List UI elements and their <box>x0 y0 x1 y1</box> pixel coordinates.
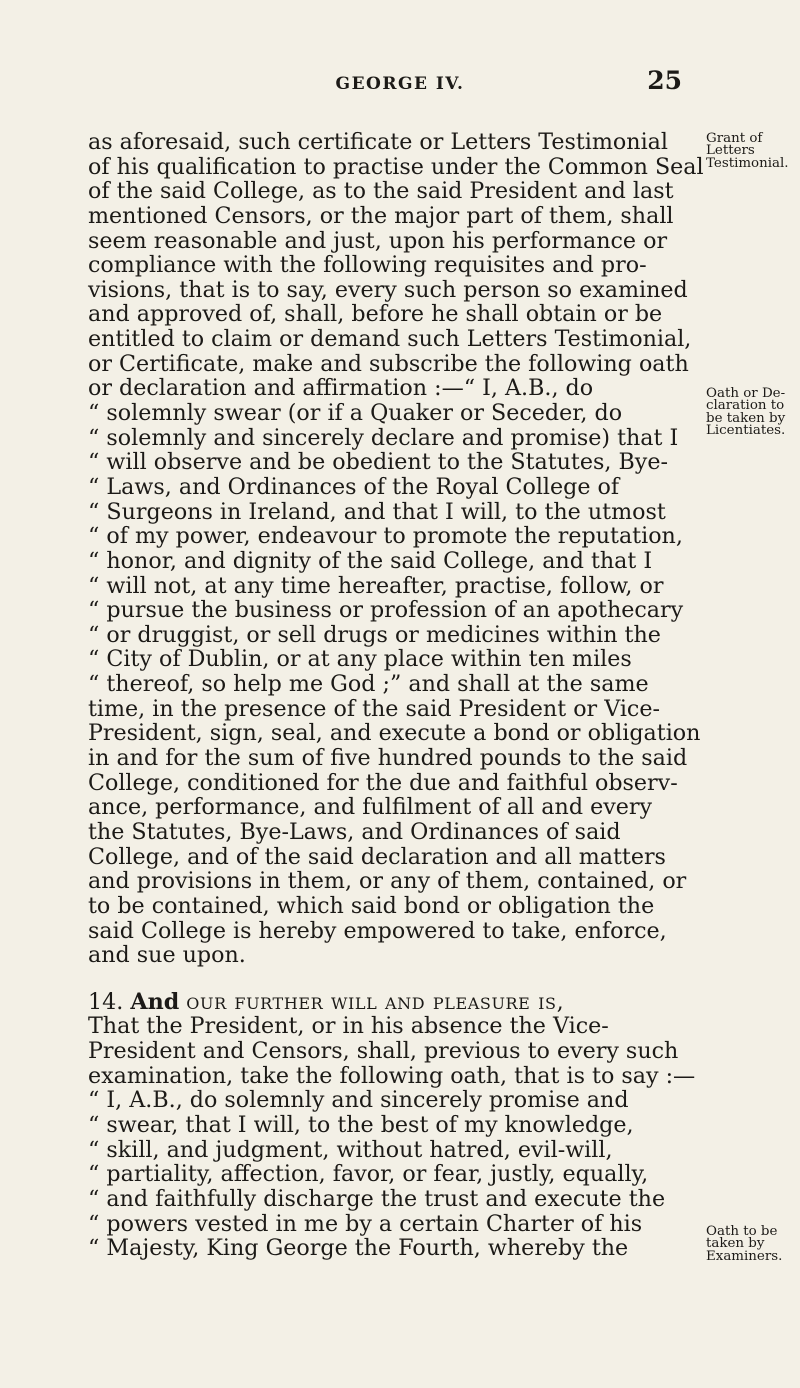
text-line: “ pursue the business or profession of an apothecary <box>88 597 684 624</box>
text-line: “ will not, at any time hereafter, practise, follow, or <box>88 572 664 599</box>
margin-note-line: Letters <box>706 143 755 159</box>
text-line: President, sign, seal, and execute a bond or obligation <box>88 720 701 747</box>
text-line: “ swear, that I will, to the best of my knowledge, <box>88 1111 634 1138</box>
text-line: “ Majesty, King George the Fourth, whereby the <box>88 1235 629 1262</box>
margin-note-line: be taken by <box>706 410 786 426</box>
text-line: said College is hereby empowered to take, enforce, <box>88 917 667 944</box>
text-line: of his qualification to practise under the Common Seal <box>88 153 704 180</box>
text-line: examination, take the following oath, that is to say :— <box>88 1062 696 1089</box>
small-caps-intro: our further will and pleasure is, <box>186 988 565 1015</box>
text-line: seem reasonable and just, upon his performance or <box>88 227 668 254</box>
text-line: “ powers vested in me by a certain Charter of his <box>88 1210 643 1237</box>
text-line: time, in the presence of the said President or Vice- <box>88 695 660 722</box>
text-line: President and Censors, shall, previous to every such <box>88 1038 679 1065</box>
text-line: compliance with the following requisites and pro- <box>88 252 647 279</box>
text-line: or Certificate, make and subscribe the following oath <box>88 350 689 377</box>
margin-note-line: Grant of <box>706 131 763 146</box>
paragraph-2 <box>88 990 706 1261</box>
text-line: “ or druggist, or sell drugs or medicines within the <box>88 621 661 648</box>
page-header <box>0 66 800 108</box>
running-head: GEORGE IV. <box>335 74 465 94</box>
section-14-opening <box>88 990 706 1015</box>
text-line: as aforesaid, such certificate or Letters Testimonial <box>88 129 668 155</box>
text-line: ance, performance, and fulfilment of all and every <box>88 794 653 821</box>
text-line: “ of my power, endeavour to promote the reputation, <box>88 523 683 550</box>
text-line: “ will observe and be obedient to the Statutes, Bye- <box>88 449 668 476</box>
text-line: “ skill, and judgment, without hatred, evil-will, <box>88 1136 613 1163</box>
text-line: visions, that is to say, every such person so examined <box>88 276 688 303</box>
margin-note-line: Licentiates. <box>706 423 786 439</box>
margin-note-line: Oath or De- <box>706 386 786 401</box>
margin-note-line: Examiners. <box>706 1248 783 1264</box>
text-line: in and for the sum of five hundred pounds to the said <box>88 745 688 772</box>
margin-note-oath-examiners <box>706 1226 800 1263</box>
paragraph-1 <box>88 130 706 968</box>
text-line: “ honor, and dignity of the said College, and that I <box>88 547 653 574</box>
margin-note-line: claration to <box>706 398 785 414</box>
text-line: “ and faithfully discharge the trust and execute the <box>88 1185 666 1212</box>
text-line: and approved of, shall, before he shall obtain or be <box>88 301 663 328</box>
text-line: “ solemnly swear (or if a Quaker or Seceder, do <box>88 400 623 427</box>
page-number: 25 <box>647 66 682 95</box>
text-line: mentioned Censors, or the major part of them, shall <box>88 202 674 229</box>
text-line: “ Laws, and Ordinances of the Royal College of <box>88 473 620 500</box>
paragraph-gap <box>88 968 706 990</box>
text-line: College, and of the said declaration and all matters <box>88 843 666 870</box>
text-line: to be contained, which said bond or obligation the <box>88 892 655 919</box>
text-line: “ solemnly and sincerely declare and promise) that I <box>88 424 679 451</box>
margin-note-grant-of-letters <box>706 133 800 170</box>
text-line: “ Surgeons in Ireland, and that I will, to the utmost <box>88 498 666 525</box>
text-line: of the said College, as to the said President and last <box>88 178 674 205</box>
blackletter-and: And <box>130 988 180 1015</box>
margin-note-line: Testimonial. <box>706 155 789 171</box>
text-line: and provisions in them, or any of them, contained, or <box>88 868 687 895</box>
body-text <box>88 130 706 1261</box>
text-line: entitled to claim or demand such Letters Testimonial, <box>88 326 692 353</box>
section-number: 14. <box>88 988 124 1015</box>
text-line: That the President, or in his absence the Vice- <box>88 1013 609 1040</box>
margin-note-line: taken by <box>706 1236 765 1252</box>
text-line: and sue upon. <box>88 942 246 969</box>
text-line: “ I, A.B., do solemnly and sincerely promise and <box>88 1087 629 1114</box>
text-line: the Statutes, Bye-Laws, and Ordinances of said <box>88 818 621 845</box>
margin-note-line: Oath to be <box>706 1224 778 1239</box>
text-line: “ partiality, affection, favor, or fear, justly, equally, <box>88 1161 649 1188</box>
text-line: or declaration and affirmation :—“ I, A.B., do <box>88 375 594 402</box>
margin-note-oath-licentiates <box>706 388 800 438</box>
text-line: “ City of Dublin, or at any place within ten miles <box>88 646 632 673</box>
text-line: “ thereof, so help me God ;” and shall at the same <box>88 671 649 698</box>
text-line: College, conditioned for the due and faithful observ- <box>88 769 678 796</box>
